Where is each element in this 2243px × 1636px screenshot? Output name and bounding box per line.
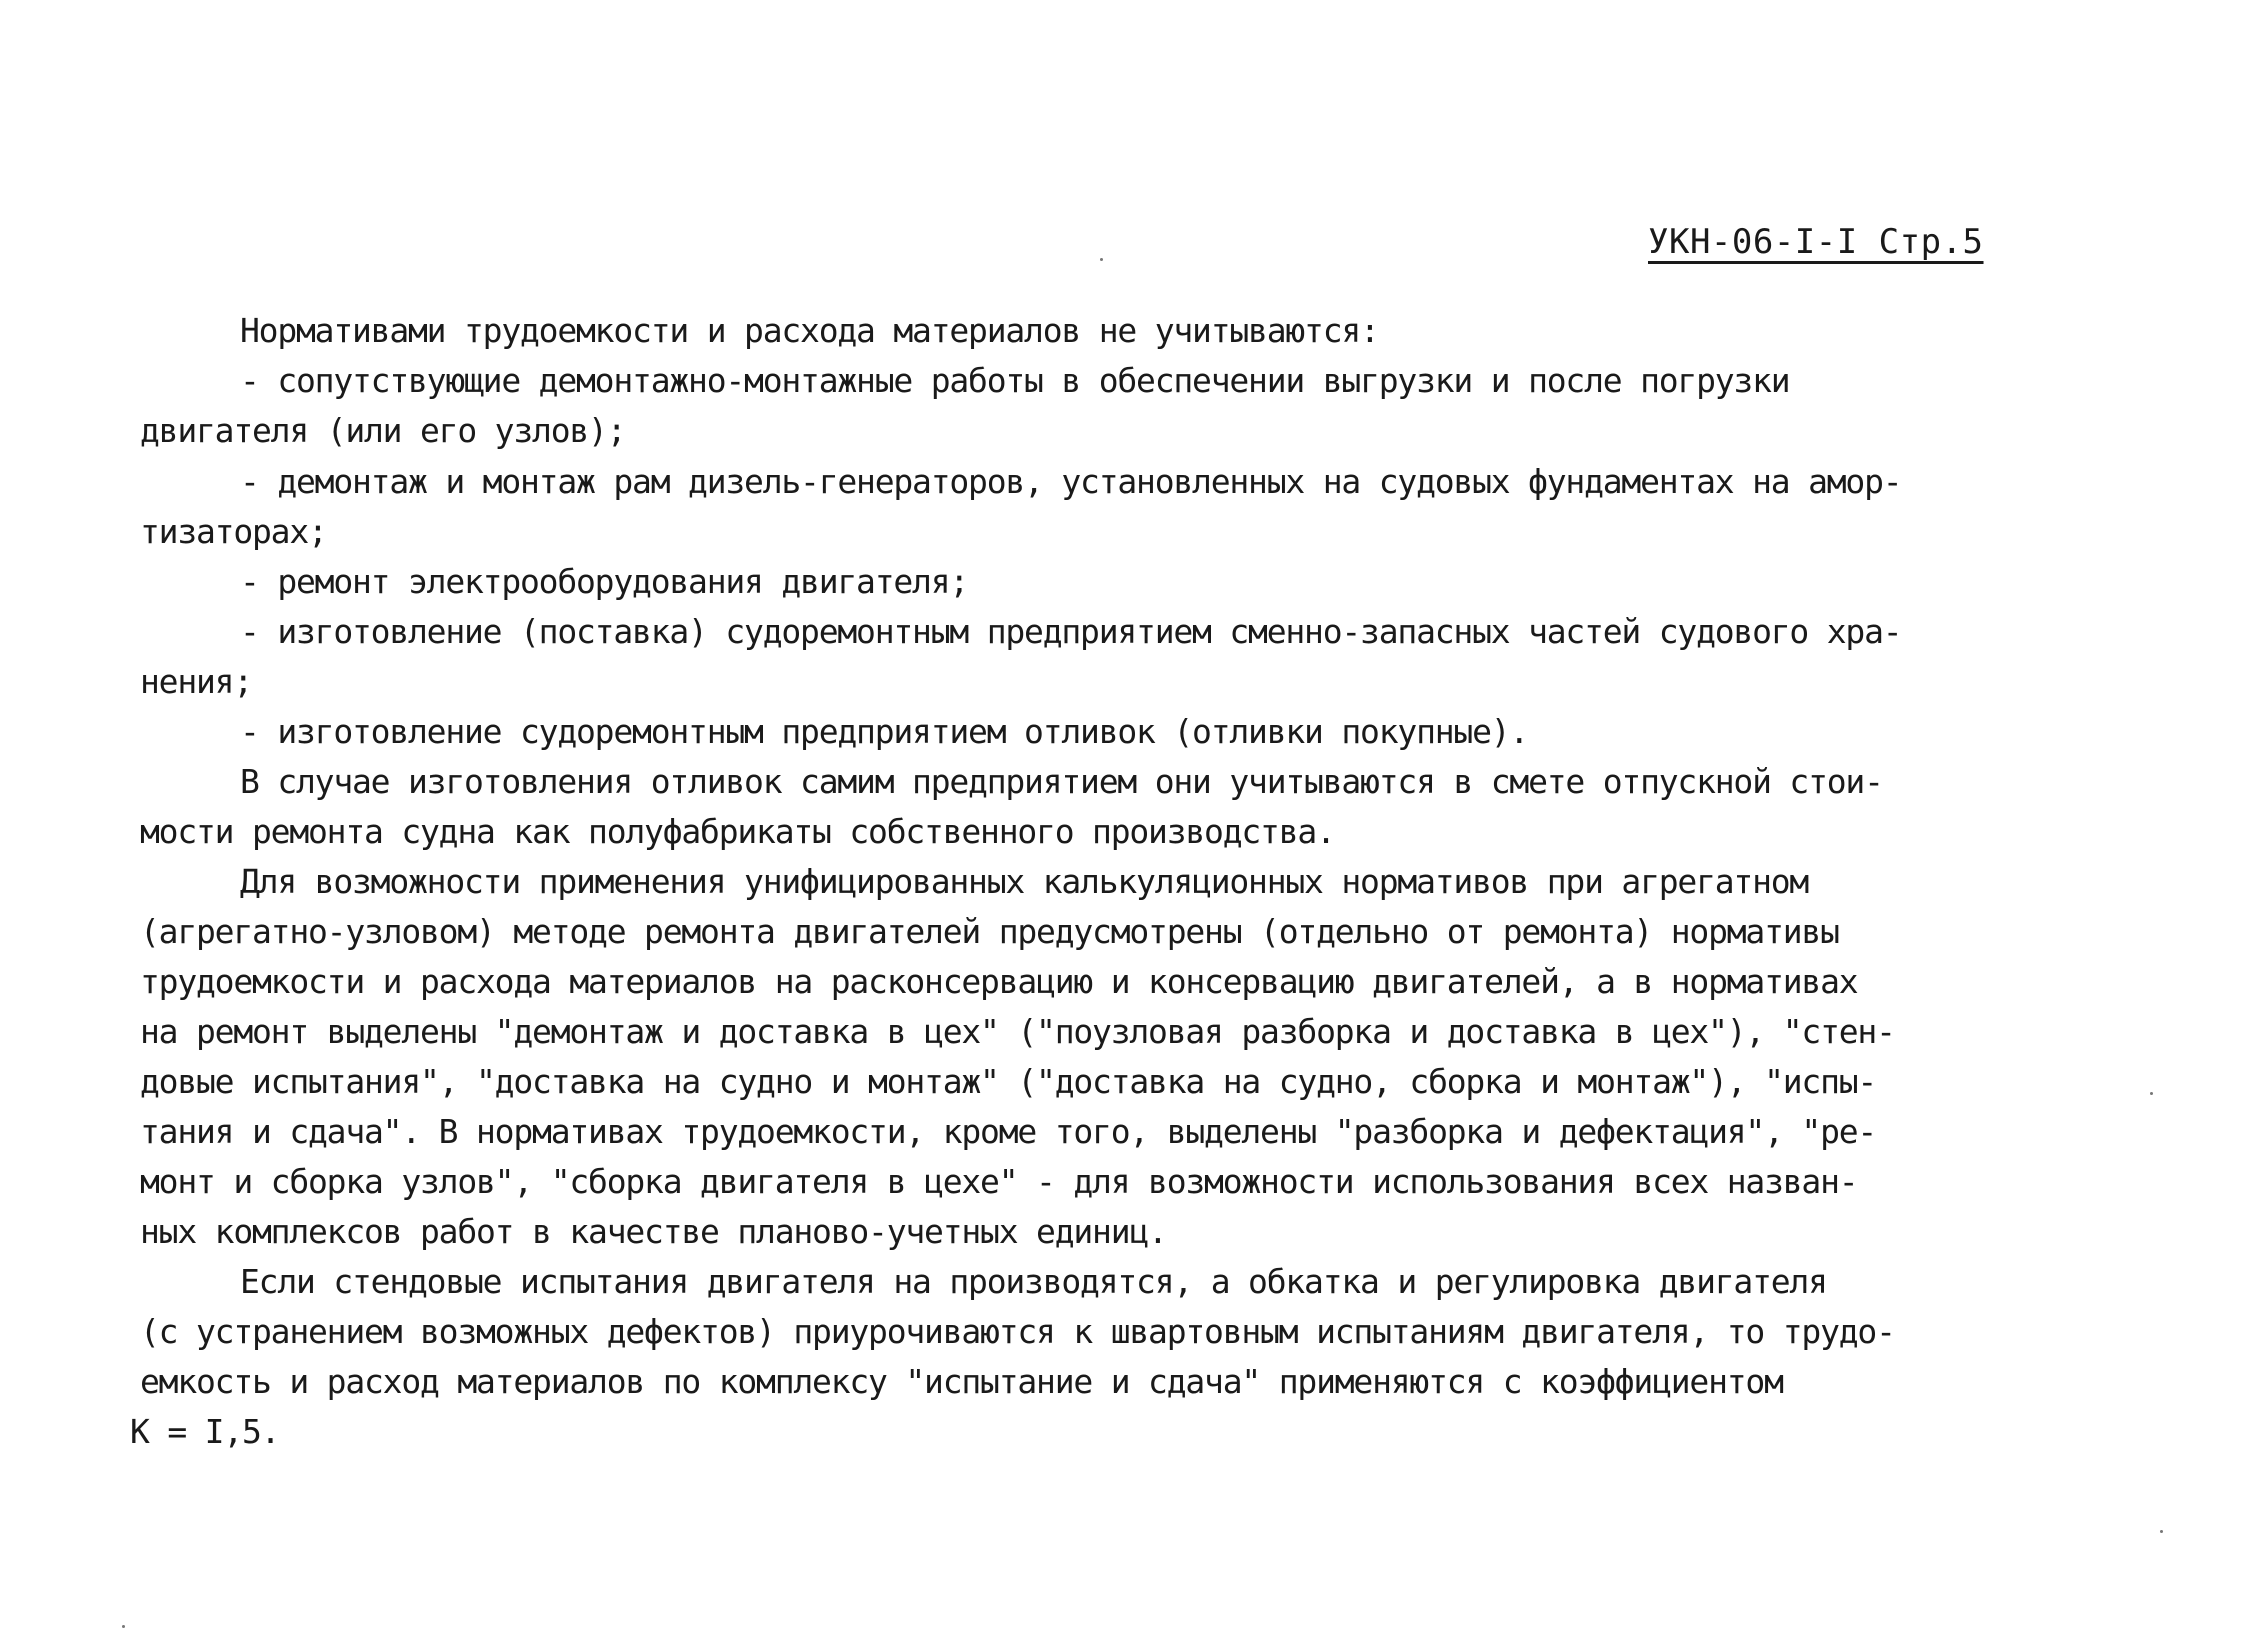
text-line: - изготовление судоремонтным предприятием отливок (отливки покупные). — [240, 712, 1529, 751]
text-line: К = I,5. — [130, 1412, 280, 1451]
text-line: Нормативами трудоемкости и расхода материалов не учитываются: — [240, 311, 1379, 350]
scan-speck — [2150, 1092, 2153, 1095]
text-line: трудоемкости и расхода материалов на расконсервацию и консервацию двигателей, а в нормативах — [140, 962, 1858, 1001]
text-line: на ремонт выделены "демонтаж и доставка в цех" ("поузловая разборка и доставка в цех"), "стен- — [140, 1012, 1895, 1051]
text-line: Если стендовые испытания двигателя на производятся, а обкатка и регулировка двигателя — [240, 1262, 1827, 1301]
text-line: - ремонт электрооборудования двигателя; — [240, 562, 969, 601]
text-line: ных комплексов работ в качестве планово-учетных единиц. — [140, 1212, 1167, 1251]
text-line: мости ремонта судна как полуфабрикаты собственного производства. — [140, 812, 1335, 851]
text-line: - изготовление (поставка) судоремонтным предприятием сменно-запасных частей судового хра- — [240, 612, 1902, 651]
scan-speck — [1100, 258, 1103, 261]
text-line: довые испытания", "доставка на судно и монтаж" ("доставка на судно, сборка и монтаж"), "испы- — [140, 1062, 1877, 1101]
text-line: (агрегатно-узловом) методе ремонта двигателей предусмотрены (отдельно от ремонта) нормативы — [140, 912, 1839, 951]
text-line: монт и сборка узлов", "сборка двигателя в цехе" - для возможности использования всех назван- — [140, 1162, 1858, 1201]
text-line: двигателя (или его узлов); — [140, 411, 626, 450]
text-line: - демонтаж и монтаж рам дизель-генераторов, установленных на судовых фундаментах на амор- — [240, 462, 1902, 501]
scan-speck — [2160, 1530, 2163, 1533]
scan-speck — [122, 1625, 125, 1628]
text-line: (с устранением возможных дефектов) приурочиваются к швартовным испытаниям двигателя, то трудо- — [140, 1312, 1895, 1351]
document-code-header: УКН-06-I-I Стр.5 — [1648, 222, 1984, 262]
text-line: - сопутствующие демонтажно-монтажные работы в обеспечении выгрузки и после погрузки — [240, 361, 1790, 400]
text-line: тания и сдача". В нормативах трудоемкости, кроме того, выделены "разборка и дефектация", "ре- — [140, 1112, 1877, 1151]
text-line: тизаторах; — [140, 512, 327, 551]
text-line: В случае изготовления отливок самим предприятием они учитываются в смете отпускной стои- — [240, 762, 1883, 801]
text-line: Для возможности применения унифицированных калькуляционных нормативов при агрегатном — [240, 862, 1809, 901]
text-line: емкость и расход материалов по комплексу "испытание и сдача" применяются с коэффициентом — [140, 1362, 1783, 1401]
text-line: нения; — [140, 662, 253, 701]
